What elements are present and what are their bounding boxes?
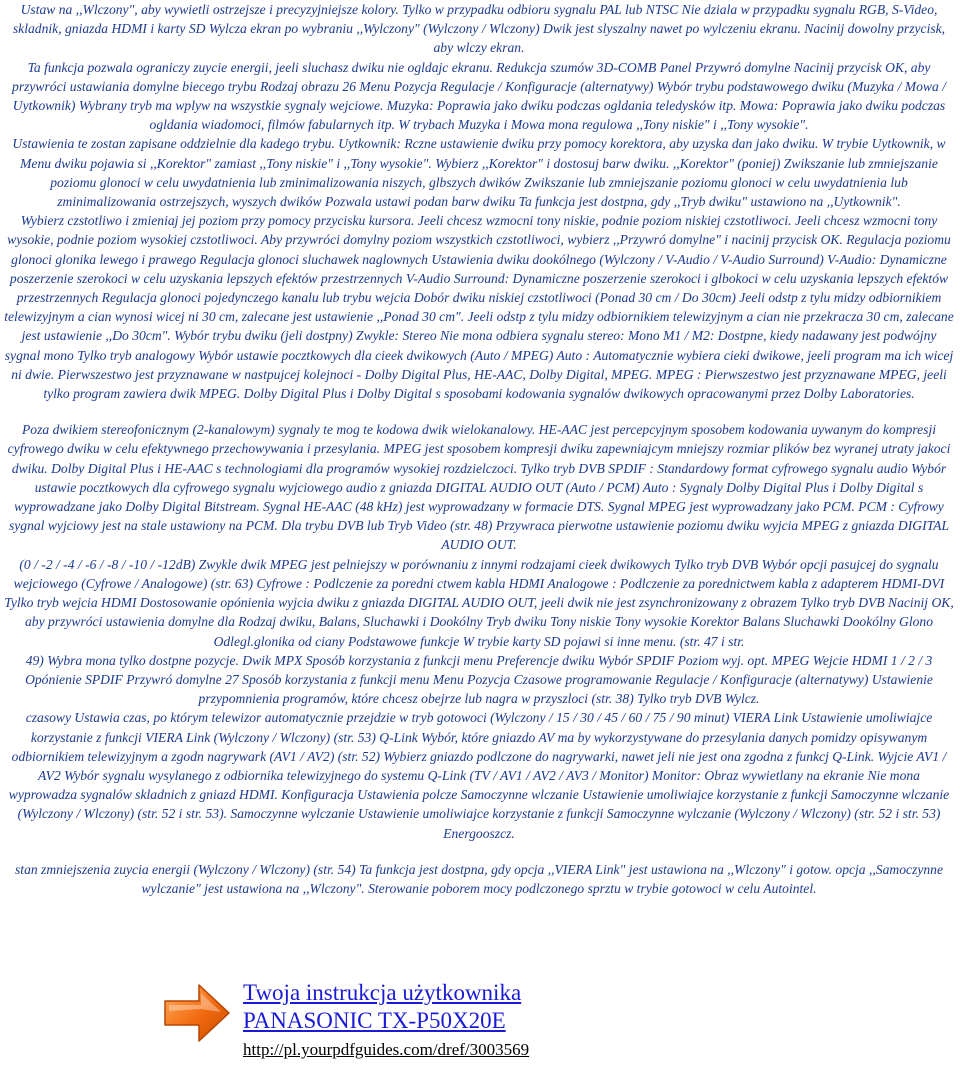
paragraph: Ustaw na ,,Wlczony", aby wywietli ostrzejsze i precyzyjniejsze kolory. Tylko w przypadku odbioru sygnalu PAL lub NTSC Nie dziala w przypadku sygnalu RGB, S-Video, skladnik, gniazda HDMI i karty SD Wylcza ekran po wybraniu ,,Wylczony" (Wylczony / Wlczony) Dwik jest slyszalny nawet po wylczeniu ekranu. Nacinij dowolny przycisk, aby wlczy ekran. [12, 2, 946, 56]
url-link[interactable]: http://pl.yourpdfguides.com/dref/3003569 [243, 1040, 530, 1059]
paragraph: 49) Wybra mona tylko dostpne pozycje. Dwik MPX Sposób korzystania z funkcji menu Preferencje dwiku Wybór SPDIF Poziom wyj. opt. MPEG Wejcie HDMI 1 / 2 / 3 Opónienie SPDIF Przywró domylne 27 Sposób korzystania z funkcji menu Menu Pozycja Czasowe programowanie Regulacje / Konfiguracje (alternatywy) Ustawienie przypomnienia programów, które chcesz obejrze lub nagra w przyszloci (str. 38) Tylko tryb DVB Wylcz. [25, 652, 933, 707]
paragraph: Ustawienia te zostan zapisane oddzielnie dla kadego trybu. Uytkownik: Rczne ustawienie dwiku przy pomocy korektora, aby uzyska dan jako dwiku. W trybie Uytkownik, w Menu dwiku pojawia si ,,Korektor" zamiast ,,Tony niskie" i ,,Tony wysokie". Wybierz ,,Korektor" i dostosuj barw dwiku. ,,Korektor" (poniej) Zwikszanie lub zmniejszanie poziomu glonoci w celu uwydatnienia lub zminimalizowania niszych, glbszych dwików Zwikszanie lub zmniejszanie poziomu glonoci w celu uwydatnienia lub zminimalizowania ostrzejszych, wyszych dwików Pozwala ustawi podan barw dwiku Ta funkcja jest dostpna, gdy ,,Tryb dwiku" ustawiono na ,,Uytkownik". [12, 136, 946, 210]
paragraph: czasowy Ustawia czas, po którym telewizor automatycznie przejdzie w tryb gotowoci (Wylczony / 15 / 30 / 45 / 60 / 75 / 90 minut) VIERA Link Ustawienie umoliwiajce korzystanie z funkcji VIERA Link (Wylczony / Wlczony) (str. 53) Q-Link Wybór, które gniazdo AV ma by wykorzystywane do przesylania danych pomidzy opisywanym odbiornikiem telewizyjnym a zgodn nagrywark (AV1 / AV2) (str. 52) Wybierz gniazdo podlczone do nagrywarki, nawet jeli nie jest ona zgodna z funkcj Q-Link. Wyjcie AV1 / AV2 Wybór sygnalu wysylanego z odbiornika telewizyjnego do systemu Q-Link (TV / AV1 / AV2 / AV3 / Monitor) Monitor: Obraz wywietlany na ekranie Nie mona wyprowadza sygnalów skladnich z gniazd HDMI. Konfiguracja Ustawienia polcze Samoczynne wlczanie Ustawienie umoliwiajce korzystanie z funkcji Samoczynne wlczanie (Wylczony / Wlczony) (str. 52 i str. 53). Samoczynne wylczanie Ustawienie umoliwiajce korzystanie z funkcji Samoczynne wylczanie (Wylczony / Wlczony) (str. 52 i str. 53) Energooszcz. [8, 710, 950, 841]
paragraph: (0 / -2 / -4 / -6 / -8 / -10 / -12dB) Zwykle dwik MPEG jest pelniejszy w porównaniu z innymi rodzajami cieek dwikowych Tylko tryb DVB Wybór opcji pasujcej do sygnalu wejciowego (Cyfrowe / Analogowe) (str. 63) Cyfrowe : Podlczenie za poredni ctwem kabla HDMI Analogowe : Podlczenie za porednictwem kabla z adapterem HDMI-DVI Tylko tryb wejcia HDMI Dostosowanie opónienia wyjcia dwiku z gniazda DIGITAL AUDIO OUT, jeeli dwik nie jest zsynchronizowany z obrazem Tylko tryb DVB Nacinij OK, aby przywróci ustawienia domylne dla Rodzaj dwiku, Balans, Sluchawki i Dookólny Tryb dwiku Tony niskie Tony wysokie Korektor Balans Sluchawki Dookólny Glono Odlegl.glonika od ciany Podstawowe funkcje W trybie karty SD pojawi si inne menu. (str. 47 i str. [4, 556, 954, 649]
paragraph: stan zmniejszenia zuycia energii (Wylczony / Wlczony) (str. 54) Ta funkcja jest dostpna, gdy opcja ,,VIERA Link" jest ustawiona na ,,Wlczony" i gotow. opcja ,,Samoczynne wylczanie" jest ustawiona na ,,Wlczony". Sterowanie poborem mocy podlczonego sprztu w trybie gotowoci w celu Autointel. [15, 861, 943, 896]
manual-link[interactable]: Twoja instrukcja użytkownika [243, 980, 522, 1005]
paragraph: Wybierz czstotliwo i zmieniaj jej poziom przy pomocy przycisku kursora. Jeeli chcesz wzmocni tony niskie, podnie poziom niskiej czstotliwoci. Jeeli chcesz wzmocni tony wysokie, podnie poziom wysokiej czstotliwoci. Aby przywróci domylny poziom wszystkich czstotliwoci, wybierz ,,Przywró domylne" i nacinij przycisk OK. Regulacja poziomu glonoci glonika lewego i prawego Regulacja glonoci sluchawek naglownych Ustawienia dwiku dookólnego (Wylczony / V-Audio / V-Audio Surround) V-Audio: Dynamiczne poszerzenie szerokoci w celu uzyskania lepszych efektów przestrzennych V-Audio Surround: Dynamiczne poszerzenie szerokoci i glbokoci w celu uzyskania lepszych efektów przestrzennych Regulacja glonoci pojedynczego kanalu lub trybu wejcia Dobór dwiku niskiej czstotliwoci (Ponad 30 cm / Do 30cm) Jeeli odstp z tylu midzy odbiornikiem telewizyjnym a cian wynosi wicej ni 30 cm, zalecane jest ustawienie ,,Ponad 30 cm". Jeeli odstp z tylu midzy odbiornikiem telewizyjnym a cian nie przekracza 30 cm, zalecane jest ustawienie ,,Do 30cm". Wybór trybu dwiku (jeli dostpny) Zwykle: Stereo Nie mona odbiera sygnalu stereo: Mono M1 / M2: Dostpne, kiedy nadawany jest podwójny sygnal mono Tylko tryb analogowy Wybór ustawie pocztkowych dla cieek dwikowych (Auto / MPEG) Auto : Automatycznie wybiera cieki dwikowe, jeeli program ma ich wicej ni dwie. Pierwszestwo jest przyznawane w nastpujcej kolejnoci - Dolby Digital Plus, HE-AAC, Dolby Digital, MPEG. MPEG : Pierwszestwo jest przyznawane MPEG, jeeli tylko program zawiera dwik MPEG. Dolby Digital Plus i Dolby Digital s sposobami kodowania sygnalów dwikowych opracowanymi przez Dolby Laboratories. [4, 213, 954, 402]
product-link[interactable]: PANASONIC TX-P50X20E [243, 1008, 506, 1033]
footer-promo [155, 973, 595, 1068]
paragraph: Ta funkcja pozwala ograniczy zuycie energii, jeeli sluchasz dwiku nie ogldajc ekranu. Redukcja szumów 3D-COMB Panel Przywró domylne Nacinij przycisk OK, aby przywróci ustawiania domylne biecego trybu Rodzaj obrazu 26 Menu Pozycja Regulacje / Konfiguracje (alternatywy) Wybór trybu podstawowego dwiku (Muzyka / Mowa / Uytkownik) Wybrany tryb ma wplyw na wszystkie sygnaly wejciowe. Muzyka: Poprawia jako dwiku podczas ogldania teledysków itp. Mowa: Poprawia jako dwiku podczas ogldania wiadomoci, filmów fabularnych itp. W trybach Muzyka i Mowa mona regulowa ,,Tony niskie" i ,,Tony wysokie". [12, 59, 946, 133]
footer-links [243, 979, 529, 1062]
paragraph: Poza dwikiem stereofonicznym (2-kanalowym) sygnaly te mog te kodowa dwik wielokanalowy. HE-AAC jest percepcyjnym sposobem kodowania uywanym do kompresji cyfrowego dwiku w celu efektywnego przechowywania i przesylania. MPEG jest sposobem kompresji dwiku zapewniajcym mniejszy rozmiar plików bez wyranej utraty jakoci dwiku. Dolby Digital Plus i HE-AAC s technologiami dla programów wysokiej rozdzielczoci. Tylko tryb DVB SPDIF : Standardowy format cyfrowego sygnalu audio Wybór ustawie pocztkowych dla cyfrowego sygnalu wyjciowego audio z gniazda DIGITAL AUDIO OUT (Auto / PCM) Auto : Sygnaly Dolby Digital Plus i Dolby Digital s wyprowadzane jako Dolby Digital Bitstream. Sygnal HE-AAC (48 kHz) jest wyprowadzany w formacie DTS. Sygnal MPEG jest wyprowadzany jako PCM. PCM : Cyfrowy sygnal wyjciowy jest na stale ustawiony na PCM. Dla trybu DVB lub Tryb Video (str. 48) Przywraca pierwotne ustawienie poziomu dwiku wyjcia MPEG z gniazda DIGITAL AUDIO OUT. [7, 422, 951, 553]
orange-arrow-icon[interactable] [155, 973, 235, 1053]
